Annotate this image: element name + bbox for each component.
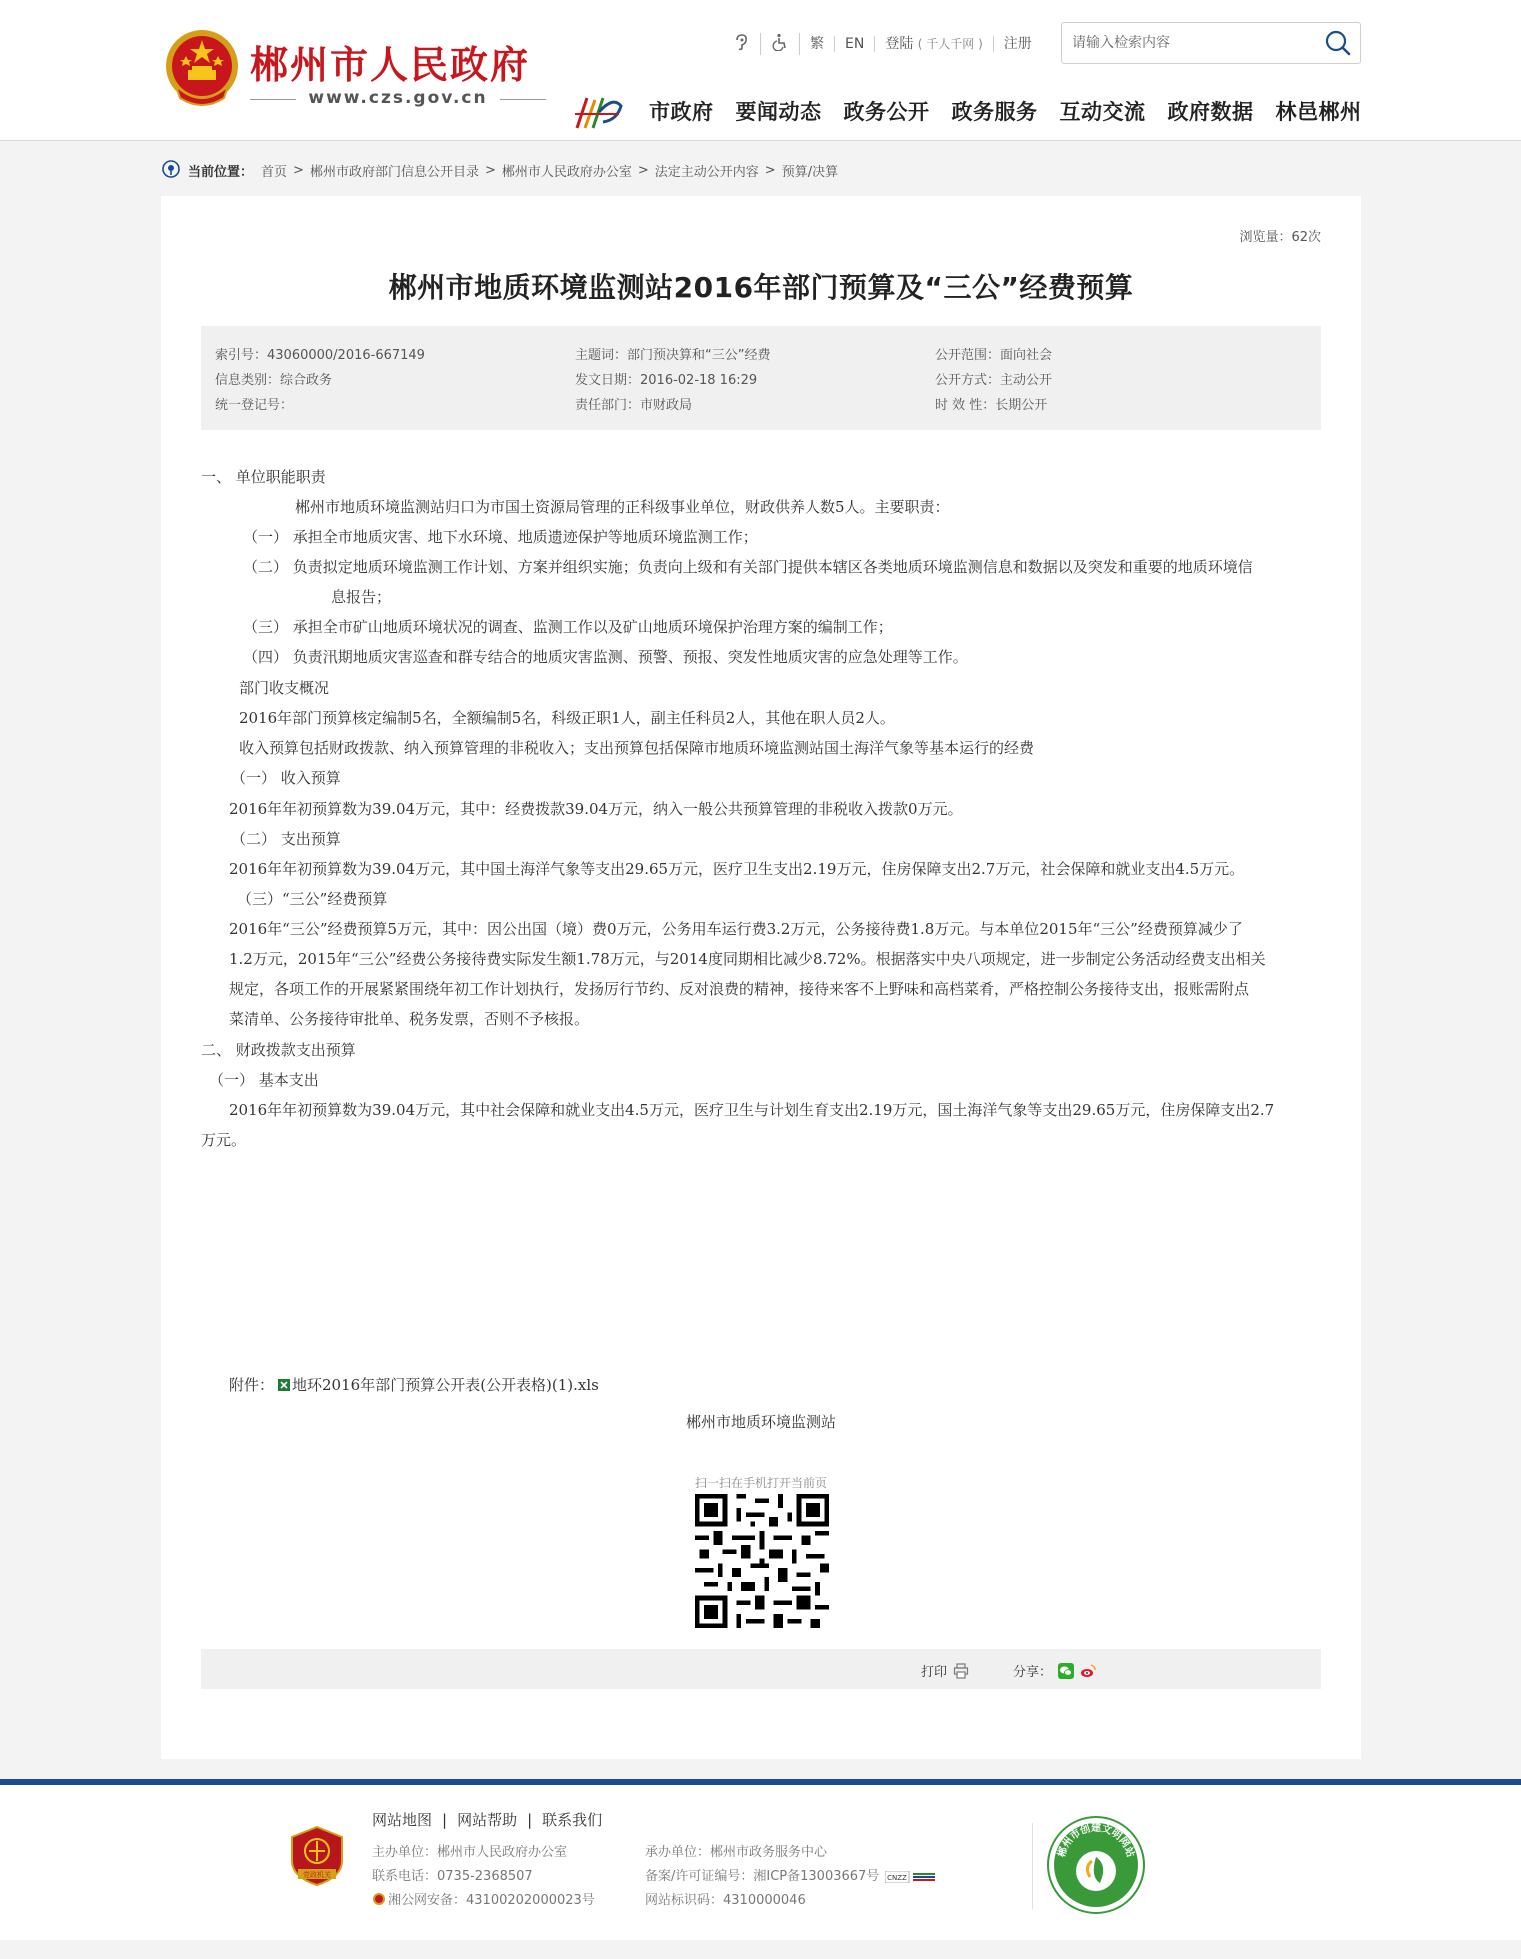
print-label[interactable]: 打印 [921,1665,948,1680]
section-heading: （三）“三公”经费预算 [237,890,388,908]
icp-badge-icon[interactable] [885,1871,935,1883]
footer-link-contact[interactable]: 联系我们 [542,1811,603,1829]
main-nav [649,96,1362,126]
search-icon[interactable] [1324,29,1352,57]
paragraph: 2016年年初预算数为39.04万元，其中国土海洋气象等支出29.65万元，医疗卫生支出2.19万元，住房保障支出2.7万元，社会保障和就业支出4.5万元。 [229,860,1245,878]
footer-vertical-divider [1032,1823,1033,1909]
view-count: 浏览量：62次 [1239,230,1321,245]
article-actions [201,1649,1321,1689]
login-note: ( 千人千网 ) [917,37,983,51]
excel-file-icon [277,1378,291,1392]
breadcrumb-office[interactable]: 郴州市人民政府办公室 [501,164,632,180]
section-heading: （二） 支出预算 [231,830,341,848]
section-heading: （一） 基本支出 [209,1071,319,1089]
party-government-badge-icon[interactable] [290,1825,344,1887]
qr-code-icon [695,1494,829,1628]
paragraph: 郴州市地质环境监测站归口为市国土资源局管理的正科级事业单位，财政供养人数5人。主要职责： [295,498,950,516]
search-box [1061,22,1361,64]
nav-item-open-government[interactable]: 政务公开 [843,100,930,124]
footer-links [372,1809,602,1830]
wheelchair-icon[interactable] [771,33,789,51]
paragraph: 收入预算包括财政拨款、纳入预算管理的非税收入；支出预算包括保障市地质环境监测站国土海洋气象等基本运行的经费 [239,739,1035,757]
wheelchair-tool[interactable] [761,33,800,55]
meta-category: 信息类别：综合政务 [215,373,333,388]
paragraph: 2016年部门预算核定编制5名，全额编制5名，科级正职1人，副主任科员2人，其他在职人员2人。 [239,709,895,727]
wechat-icon[interactable] [1058,1663,1074,1679]
printer-icon[interactable] [953,1663,969,1679]
nav-item-news[interactable]: 要闻动态 [735,100,822,124]
meta-date: 发文日期：2016-02-18 16:29 [575,373,758,388]
article-meta-table [201,326,1321,430]
footer-police [372,1889,595,1913]
paragraph: 2016年“三公”经费预算5万元，其中：因公出国（境）费0万元，公务用车运行费3.2万元，公务接待费1.8万元。与本单位2015年“三公”经费预算减少了 [229,920,1243,938]
footer-separator: | [527,1810,533,1829]
paragraph: 2016年年初预算数为39.04万元，其中：经费拨款39.04万元，纳入一般公共预算管理的非税收入拨款0万元。 [229,800,963,818]
footer-icp-text[interactable]: 备案/许可证编号：湘ICP备13003667号 [645,1869,880,1884]
register-link[interactable]: 注册 [1003,36,1032,52]
nav-item-data[interactable]: 政府数据 [1167,100,1254,124]
meta-method: 公开方式：主动公开 [935,373,1053,388]
national-emblem-icon[interactable] [162,26,242,112]
site-header [0,0,1521,141]
nav-item-linyi-chenzhou[interactable]: 林邑郴州 [1275,100,1362,124]
civilized-website-badge-text: 郴州市创建文明网站 [1056,1823,1136,1859]
breadcrumb-statutory[interactable]: 法定主动公开内容 [654,164,759,180]
nav-item-services[interactable]: 政务服务 [951,100,1038,124]
signature: 郴州市地质环境监测站 [685,1413,836,1431]
paragraph: （一） 承担全市地质灾害、地下水环境、地质遗迹保护等地质环境监测工作； [243,528,758,546]
site-footer [0,1785,1521,1940]
paragraph: 万元。 [201,1131,247,1149]
nav-item-city-government[interactable]: 市政府 [649,100,714,124]
footer-host: 主办单位：郴州市人民政府办公室 [372,1845,568,1860]
section-heading: （一） 收入预算 [231,769,341,787]
meta-reg-no: 统一登记号： [215,398,294,413]
share-label: 分享： [1013,1665,1053,1680]
breadcrumb-home[interactable]: 首页 [261,164,288,180]
section-heading: 二、 财政拨款支出预算 [201,1041,356,1059]
footer-undertaker: 承办单位：郴州市政务服务中心 [645,1845,828,1860]
civilized-website-badge-icon[interactable] [1046,1815,1146,1915]
traditional-chinese-link[interactable]: 繁 [800,36,835,52]
meta-index-no: 索引号：43060000/2016-667149 [215,348,425,363]
breadcrumb-separator: > [637,162,649,178]
print-button[interactable] [921,1661,969,1680]
english-link[interactable]: EN [835,36,875,52]
paragraph: （四） 负责汛期地质灾害巡查和群专结合的地质灾害监测、预警、预报、突发性地质灾害的应急处理等工作。 [243,648,968,666]
paragraph: 1.2万元，2015年“三公”经费公务接待费实际发生额1.78万元，与2014度同期相比减少8.72%。根据落实中央八项规定，进一步制定公务活动经费支出相关 [229,950,1266,968]
header-toolbar [722,34,1042,54]
attachment [229,1374,599,1395]
weibo-icon[interactable] [1080,1663,1096,1679]
paragraph: 菜清单、公务接待审批单、税务发票，否则不予核报。 [229,1010,590,1028]
ear-icon[interactable] [732,33,750,51]
svg-text:CNZZ: CNZZ [887,1873,908,1882]
attachment-link[interactable]: 地环2016年部门预算公开表(公开表格)(1).xls [292,1376,599,1394]
footer-police-text[interactable]: 湘公网安备：43100202000023号 [388,1893,595,1908]
footer-phone: 联系电话：0735-2368507 [372,1869,533,1884]
attachment-label: 附件： [229,1376,275,1394]
paragraph: （三） 承担全市矿山地质环境状况的调查、监测工作以及矿山地质环境保护治理方案的编制工作； [243,618,893,636]
footer-icp [645,1865,935,1889]
article-title: 郴州市地质环境监测站2016年部门预算及“三公”经费预算 [388,271,1134,304]
meta-dept: 责任部门：市财政局 [575,398,693,413]
breadcrumb-budget[interactable]: 预算/决算 [781,164,839,180]
footer-link-help[interactable]: 网站帮助 [457,1811,518,1829]
search-input[interactable] [1070,31,1314,55]
site-url [250,88,546,108]
footer-info-left [372,1841,595,1913]
police-badge-icon [372,1892,386,1906]
meta-scope: 公开范围：面向社会 [935,348,1053,363]
site-url-text: www.czs.gov.cn [302,88,493,108]
paragraph: 息报告； [331,588,392,606]
section-heading: 部门收支概况 [239,679,330,697]
breadcrumb-separator: > [484,162,496,178]
nav-item-interaction[interactable]: 互动交流 [1059,100,1146,124]
party-government-badge-text: 党政机关 [303,1871,331,1879]
bottom-strip [0,1940,1521,1959]
breadcrumb-separator: > [764,162,776,178]
footer-site-id: 网站标识码：4310000046 [645,1893,806,1908]
login-text[interactable]: 登陆 [885,36,914,52]
section-heading: 一、 单位职能职责 [201,468,326,486]
breadcrumb-catalog[interactable]: 郴州市政府部门信息公开目录 [309,164,479,180]
site-title[interactable]: 郴州市人民政府 [250,43,531,87]
city-mark-icon [573,92,625,132]
paragraph: 2016年年初预算数为39.04万元，其中社会保障和就业支出4.5万元，医疗卫生与计划生育支出2.19万元，国土海洋气象等支出29.65万元，住房保障支出2.7 [229,1101,1275,1119]
breadcrumb [162,160,838,180]
meta-validity: 时 效 性：长期公开 [935,398,1048,413]
paragraph: （二） 负责拟定地质环境监测工作计划、方案并组织实施；负责向上级和有关部门提供本辖区各类地质环境监测信息和数据以及突发和重要的地质环境信 [243,558,1253,576]
footer-info-right [645,1841,935,1913]
article-card [161,196,1361,1759]
paragraph: 规定，各项工作的开展紧紧围绕年初工作计划执行，发扬厉行节约、反对浪费的精神，接待来客不上野味和高档菜肴，严格控制公务接待支出，报账需附点 [229,980,1250,998]
meta-subject: 主题词：部门预决算和“三公”经费 [575,348,771,363]
share-bar [1013,1661,1096,1680]
accessibility-tool[interactable] [722,33,761,55]
qr-tip: 扫一扫在手机打开当前页 [694,1476,827,1490]
footer-link-sitemap[interactable]: 网站地图 [372,1811,433,1829]
breadcrumb-separator: > [293,162,304,178]
footer-separator: | [442,1810,448,1829]
breadcrumb-label: 当前位置： [188,164,254,180]
location-pin-icon [162,160,180,180]
login-link[interactable] [875,36,993,52]
